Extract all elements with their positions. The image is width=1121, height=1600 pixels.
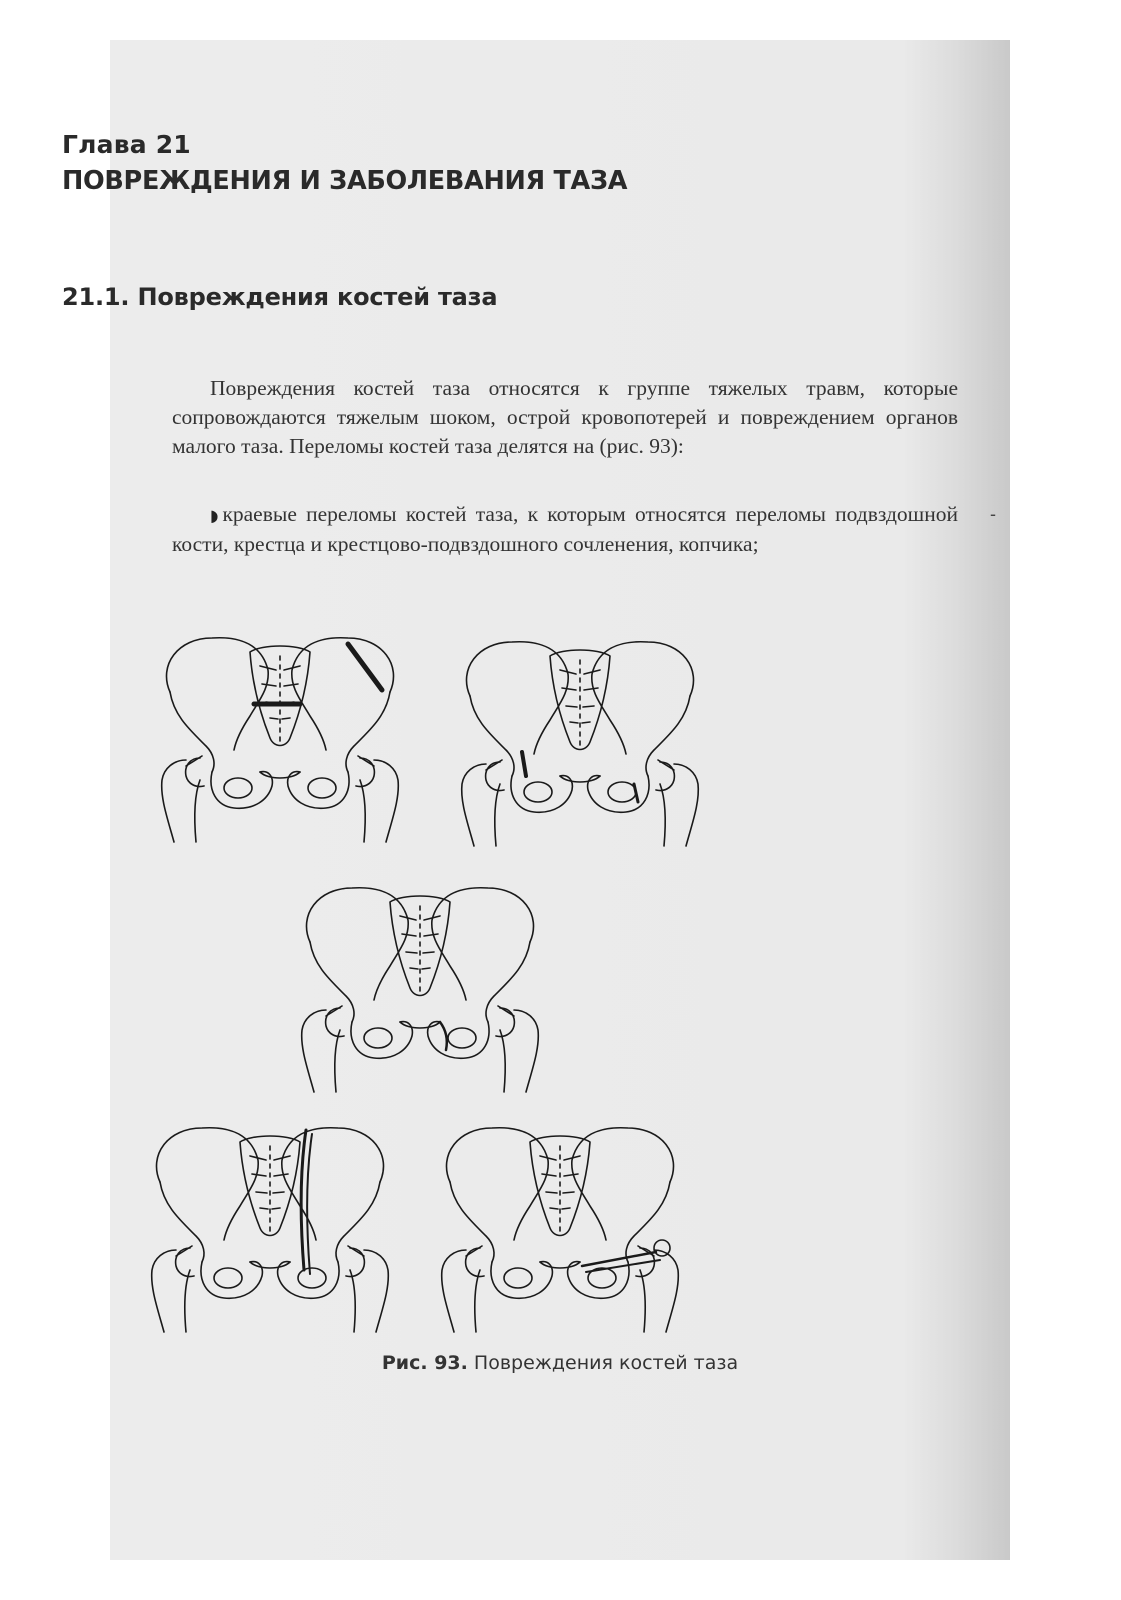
margin-mark: -	[990, 504, 996, 524]
pelvis-drawing-4	[152, 1128, 389, 1332]
body-paragraph: Повреждения костей таза относятся к группе тяжелых травм, которые сопровождаются тяжелым шоком, острой кровопотерей и повреждением органов малого таза. Переломы костей таза делятся на (рис. 93):	[172, 376, 958, 458]
figure-caption-number: Рис. 93.	[381, 1352, 468, 1374]
bullet-text: краевые переломы костей таза, к которым относятся переломы подвздошной кости, крестца и крестцово-подвздошного сочленения, копчика;	[172, 502, 958, 556]
figure-caption-text: Повреждения костей таза	[473, 1352, 739, 1374]
figure-caption	[110, 1352, 1010, 1374]
section-title: 21.1. Повреждения костей таза	[62, 283, 498, 311]
pelvis-drawing-2	[462, 642, 699, 846]
pelvis-drawing-5	[442, 1128, 679, 1332]
pelvis-drawing-3	[302, 888, 539, 1092]
bullet-item	[172, 500, 958, 559]
pelvis-drawing-1	[162, 638, 399, 842]
bullet-icon: ◗	[210, 506, 219, 525]
chapter-title: ПОВРЕЖДЕНИЯ И ЗАБОЛЕВАНИЯ ТАЗА	[62, 166, 628, 196]
pelvis-illustration	[140, 580, 880, 1340]
chapter-label: Глава 21	[62, 130, 191, 159]
pelvis-figure	[140, 580, 880, 1340]
